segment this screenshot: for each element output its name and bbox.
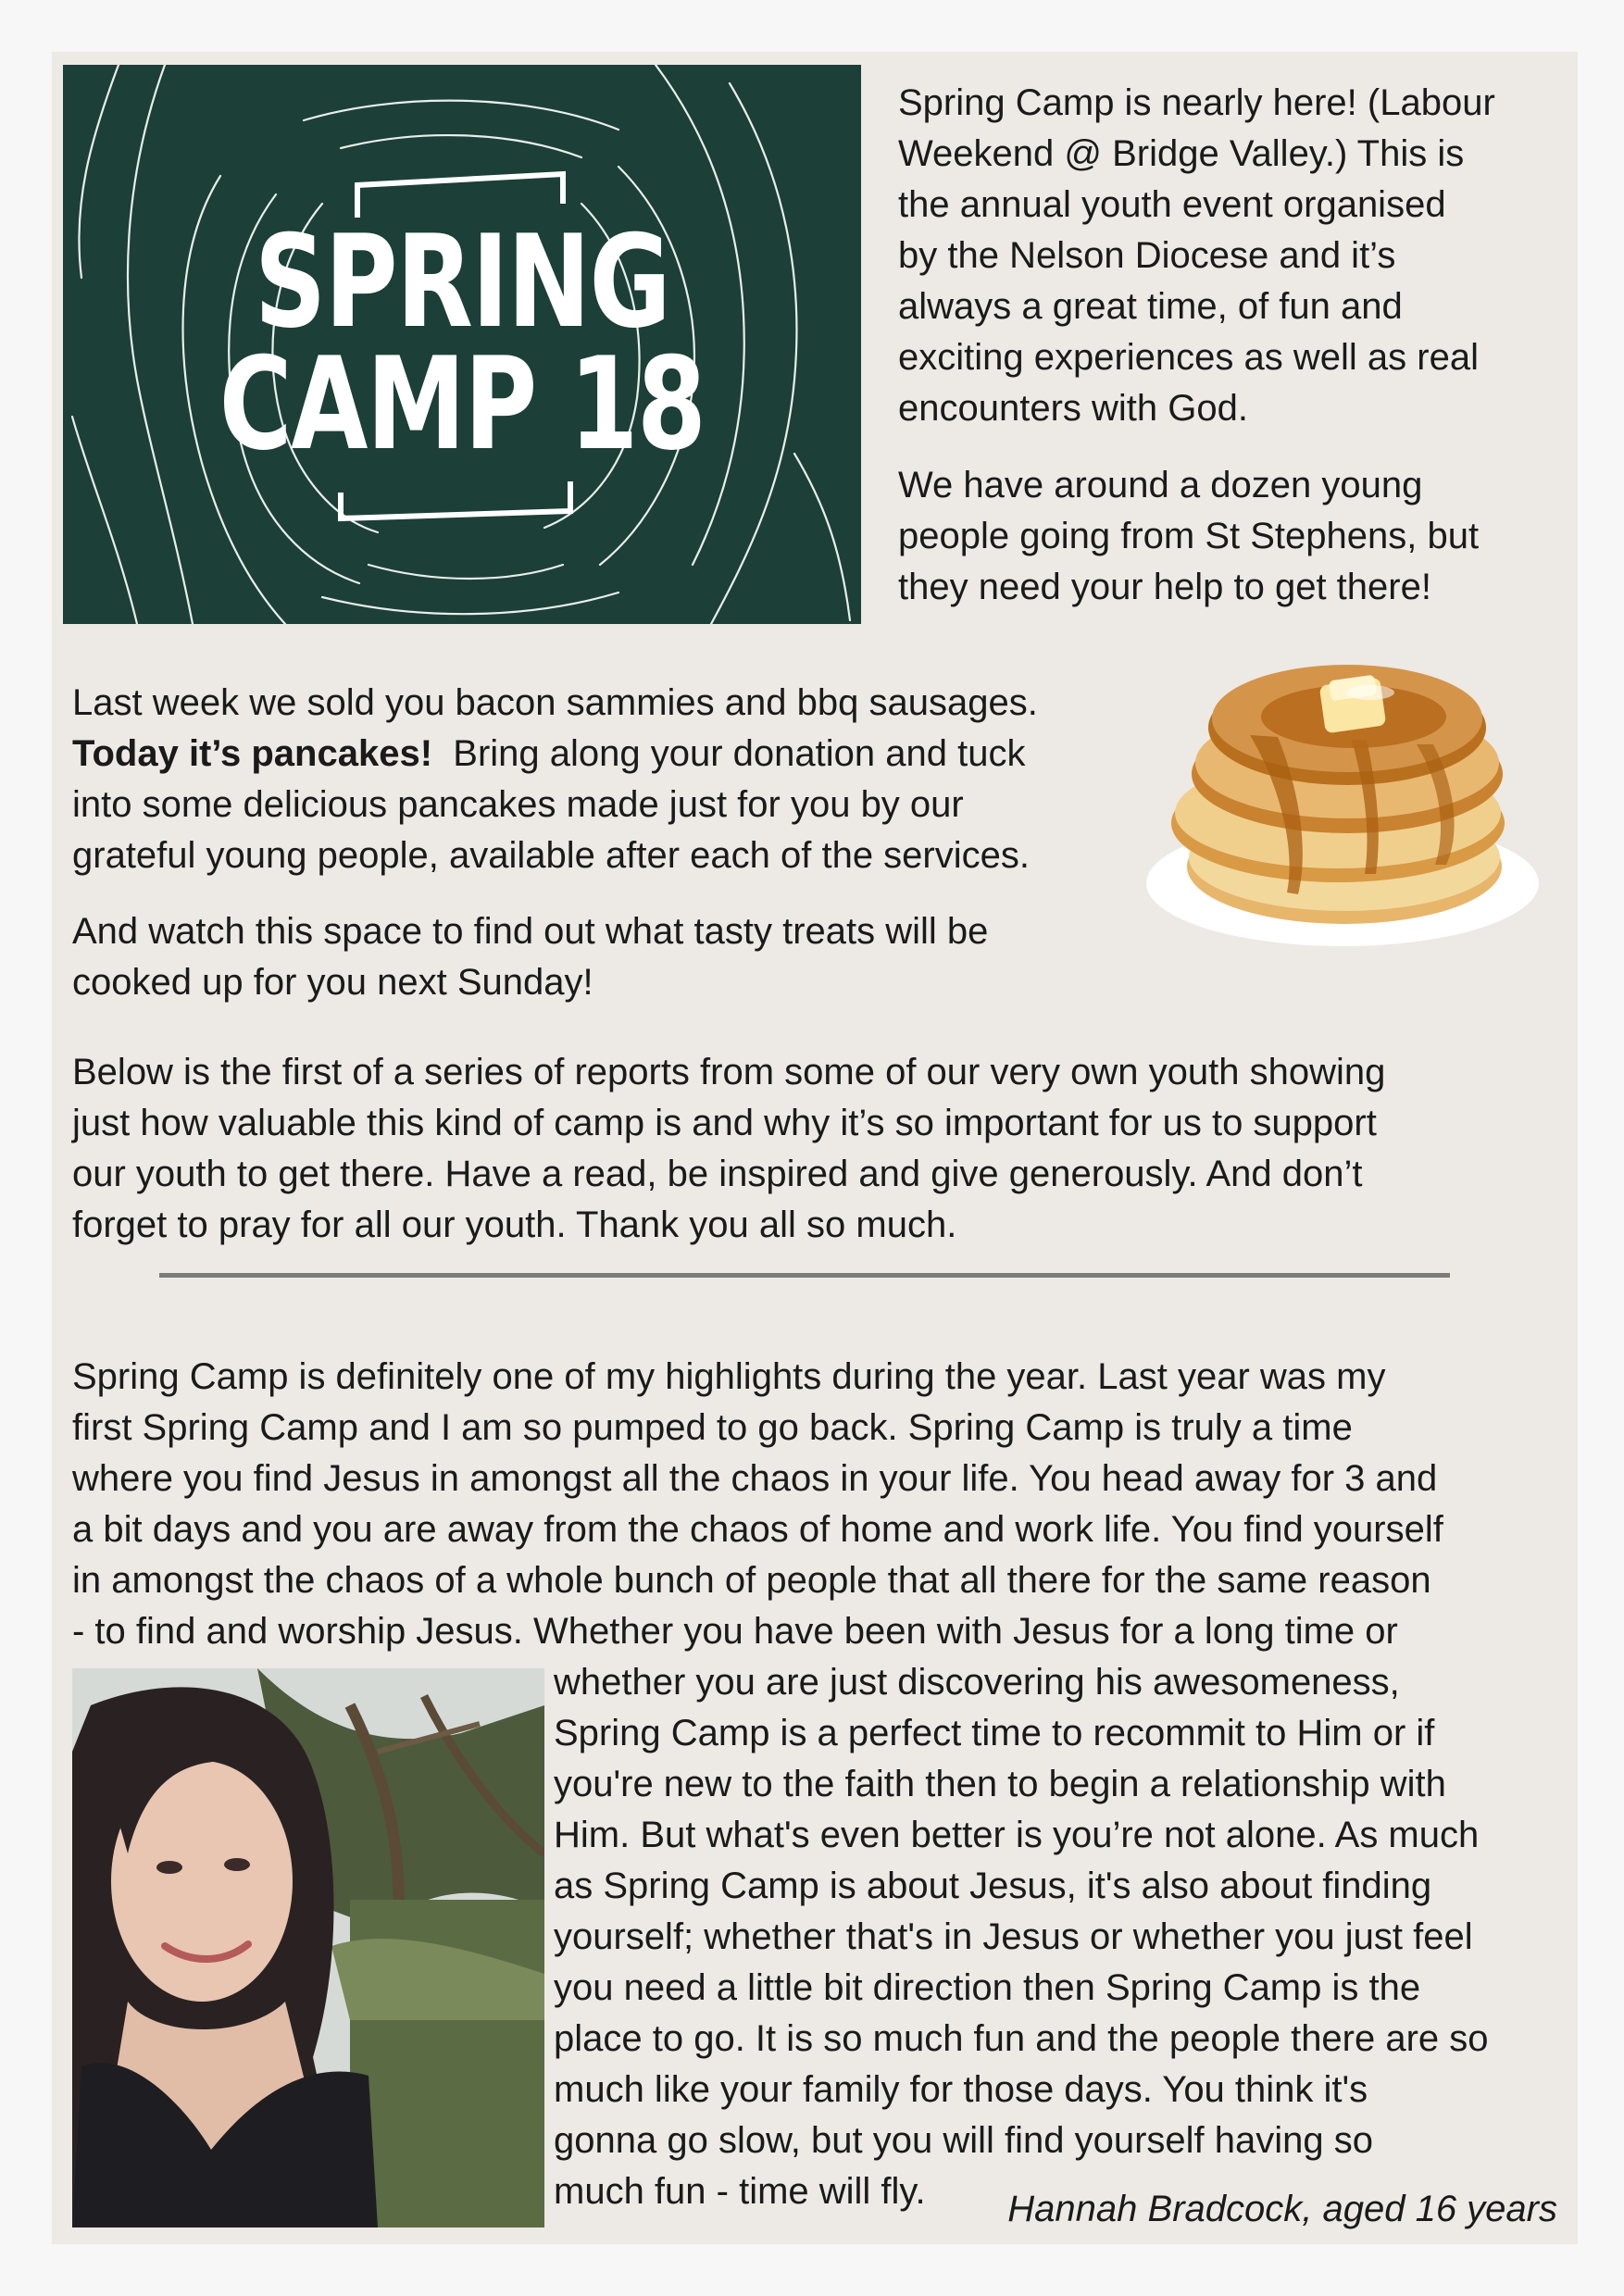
text-line: We have around a dozen young [898, 465, 1423, 505]
text-line: - to find and worship Jesus. Whether you have been with Jesus for a long time or [72, 1611, 1398, 1652]
intro-paragraph-1 [898, 78, 1565, 434]
spring-camp-logo [63, 65, 861, 624]
text-line: a bit days and you are away from the chaos of home and work life. You find yourself [72, 1509, 1443, 1550]
text-line: you're new to the faith then to begin a relationship with [554, 1764, 1446, 1804]
pancakes-image [1139, 652, 1546, 954]
text-fragment: Bring along your donation and tuck [432, 733, 1026, 774]
text-line: Below is the first of a series of reports from some of our very own youth showing [72, 1052, 1386, 1092]
text-line: place to go. It is so much fun and the people there are so [554, 2018, 1489, 2059]
text-line: into some delicious pancakes made just for you by our [72, 784, 964, 825]
text-line: just how valuable this kind of camp is and why it’s so important for us to support [72, 1103, 1377, 1143]
newsletter-page [52, 52, 1578, 2244]
logo-line-spring: SPRING [254, 207, 670, 356]
text-line: Last week we sold you bacon sammies and bbq sausages. [72, 682, 1038, 723]
text-line: Spring Camp is a perfect time to recommit to Him or if [554, 1713, 1435, 1753]
text-line: where you find Jesus in amongst all the chaos in your life. You head away for 3 and [72, 1458, 1438, 1499]
author-photo [72, 1668, 544, 2227]
fundraiser-paragraph-2 [72, 906, 1109, 1008]
text-line: always a great time, of fun and [898, 286, 1403, 327]
text-line: forget to pray for all our youth. Thank you all so much. [72, 1204, 957, 1245]
text-line: the annual youth event organised [898, 184, 1446, 225]
pancakes-highlight: Today it’s pancakes! [72, 733, 433, 774]
text-line: whether you are just discovering his awesomeness, [554, 1662, 1400, 1703]
text-line: encounters with God. [898, 388, 1248, 429]
text-line: in amongst the chaos of a whole bunch of people that all there for the same reason [72, 1560, 1431, 1601]
text-line: much like your family for those days. You think it's [554, 2069, 1368, 2110]
text-line: by the Nelson Diocese and it’s [898, 235, 1396, 276]
text-line: Weekend @ Bridge Valley.) This is [898, 133, 1465, 174]
text-line: Him. But what's even better is you’re not alone. As much [554, 1815, 1480, 1855]
text-line: yourself; whether that's in Jesus or whether you just feel [554, 1916, 1473, 1957]
text-line: gonna go slow, but you will find yourself having so [554, 2120, 1373, 2161]
text-line: as Spring Camp is about Jesus, it's also about finding [554, 1866, 1432, 1906]
text-line: much fun - time will fly. [554, 2171, 926, 2212]
text-line: grateful young people, available after each of the services. [72, 835, 1030, 876]
text-line: cooked up for you next Sunday! [72, 962, 593, 1003]
fundraiser-text [72, 678, 1109, 1008]
youth-report-wrapped-text [554, 1657, 1572, 2217]
portrait-illustration [72, 1668, 544, 2227]
section-divider [159, 1273, 1450, 1278]
text-line: And watch this space to find out what tasty treats will be [72, 911, 989, 952]
text-line: Spring Camp is nearly here! (Labour [898, 82, 1495, 123]
text-line: you need a little bit direction then Spring Camp is the [554, 1967, 1421, 2008]
text-line [72, 729, 1109, 780]
author-signature: Hannah Bradcock, aged 16 years [1007, 2189, 1557, 2229]
text-line: exciting experiences as well as real [898, 337, 1479, 378]
logo-line-camp: CAMP 18 [219, 330, 706, 479]
fundraiser-paragraph-3 [72, 1047, 1554, 1251]
text-line: our youth to get there. Have a read, be inspired and give generously. And don’t [72, 1154, 1363, 1194]
intro-paragraph-2 [898, 460, 1565, 613]
youth-report-text [72, 1352, 1572, 1657]
text-line: first Spring Camp and I am so pumped to go back. Spring Camp is truly a time [72, 1407, 1353, 1448]
fundraiser-paragraph-1 [72, 678, 1109, 881]
intro-text [898, 78, 1565, 613]
text-line: they need your help to get there! [898, 567, 1431, 607]
text-line: people going from St Stephens, but [898, 516, 1480, 556]
text-line: Spring Camp is definitely one of my highlights during the year. Last year was my [72, 1356, 1386, 1397]
